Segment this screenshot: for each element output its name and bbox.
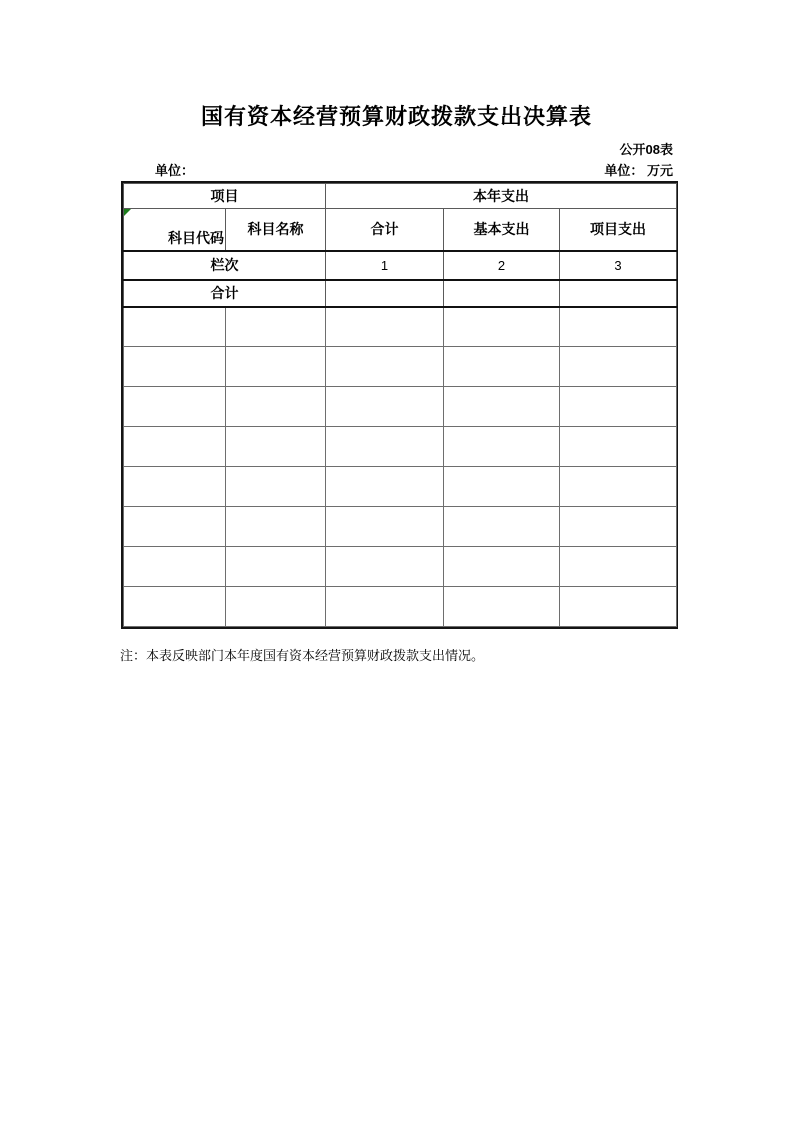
empty-cell [124,427,226,467]
decision-table [123,183,677,627]
table-row [124,587,677,627]
unit-label-right: 单位： 万元 [604,163,673,178]
table-row [124,427,677,467]
unit-label-left: 单位： [155,163,195,178]
header-project-expenditure: 项目支出 [560,209,677,251]
total-value-cell [560,280,677,307]
empty-cell [124,547,226,587]
empty-cell [226,507,326,547]
empty-cell [326,387,444,427]
empty-cell [560,507,677,547]
empty-cell [444,547,560,587]
header-subject-code-label: 科目代码 [168,229,224,246]
total-value-cell [326,280,444,307]
header-subject-name: 科目名称 [226,209,326,251]
empty-cell [326,467,444,507]
empty-cell [226,427,326,467]
empty-cell [124,507,226,547]
total-row-label: 合计 [124,280,326,307]
note-text: 注：本表反映部门本年度国有资本经营预算财政拨款支出情况。 [120,648,485,663]
column-index-1: 1 [326,251,444,280]
header-basic-expenditure: 基本支出 [444,209,560,251]
empty-cell [226,467,326,507]
empty-cell [226,307,326,347]
empty-cell [326,427,444,467]
header-total: 合计 [326,209,444,251]
table-row [124,507,677,547]
empty-cell [444,467,560,507]
empty-cell [326,507,444,547]
column-index-2: 2 [444,251,560,280]
empty-cell [560,347,677,387]
empty-cell [444,427,560,467]
empty-cell [560,587,677,627]
total-value-cell [444,280,560,307]
empty-cell [326,347,444,387]
table-number: 公开08表 [619,142,673,157]
empty-cell [444,387,560,427]
empty-cell [326,307,444,347]
report-table [121,181,678,629]
table-row [124,387,677,427]
empty-cell [560,387,677,427]
empty-cell [226,387,326,427]
table-row [124,467,677,507]
column-index-label: 栏次 [124,251,326,280]
header-current-year-group: 本年支出 [326,184,677,209]
empty-cell [124,307,226,347]
empty-cell [124,467,226,507]
table-row [124,347,677,387]
header-subject-code-cell [124,209,226,251]
empty-cell [560,307,677,347]
empty-cell [560,467,677,507]
empty-cell [444,507,560,547]
empty-cell [124,347,226,387]
page-title: 国有资本经营预算财政拨款支出决算表 [200,104,592,129]
header-project-group: 项目 [124,184,326,209]
empty-cell [226,547,326,587]
header-columns-row [124,209,677,251]
empty-cell [226,347,326,387]
empty-cell [444,307,560,347]
empty-cell [444,587,560,627]
empty-cell [560,547,677,587]
header-group-row [124,184,677,209]
empty-cell [560,427,677,467]
cell-error-corner-icon [124,209,131,216]
column-index-3: 3 [560,251,677,280]
empty-cell [326,587,444,627]
table-row [124,307,677,347]
empty-cell [124,387,226,427]
empty-cell [124,587,226,627]
table-row [124,547,677,587]
empty-cell [226,587,326,627]
empty-cell [444,347,560,387]
column-index-row [124,251,677,280]
empty-cell [326,547,444,587]
total-row [124,280,677,307]
